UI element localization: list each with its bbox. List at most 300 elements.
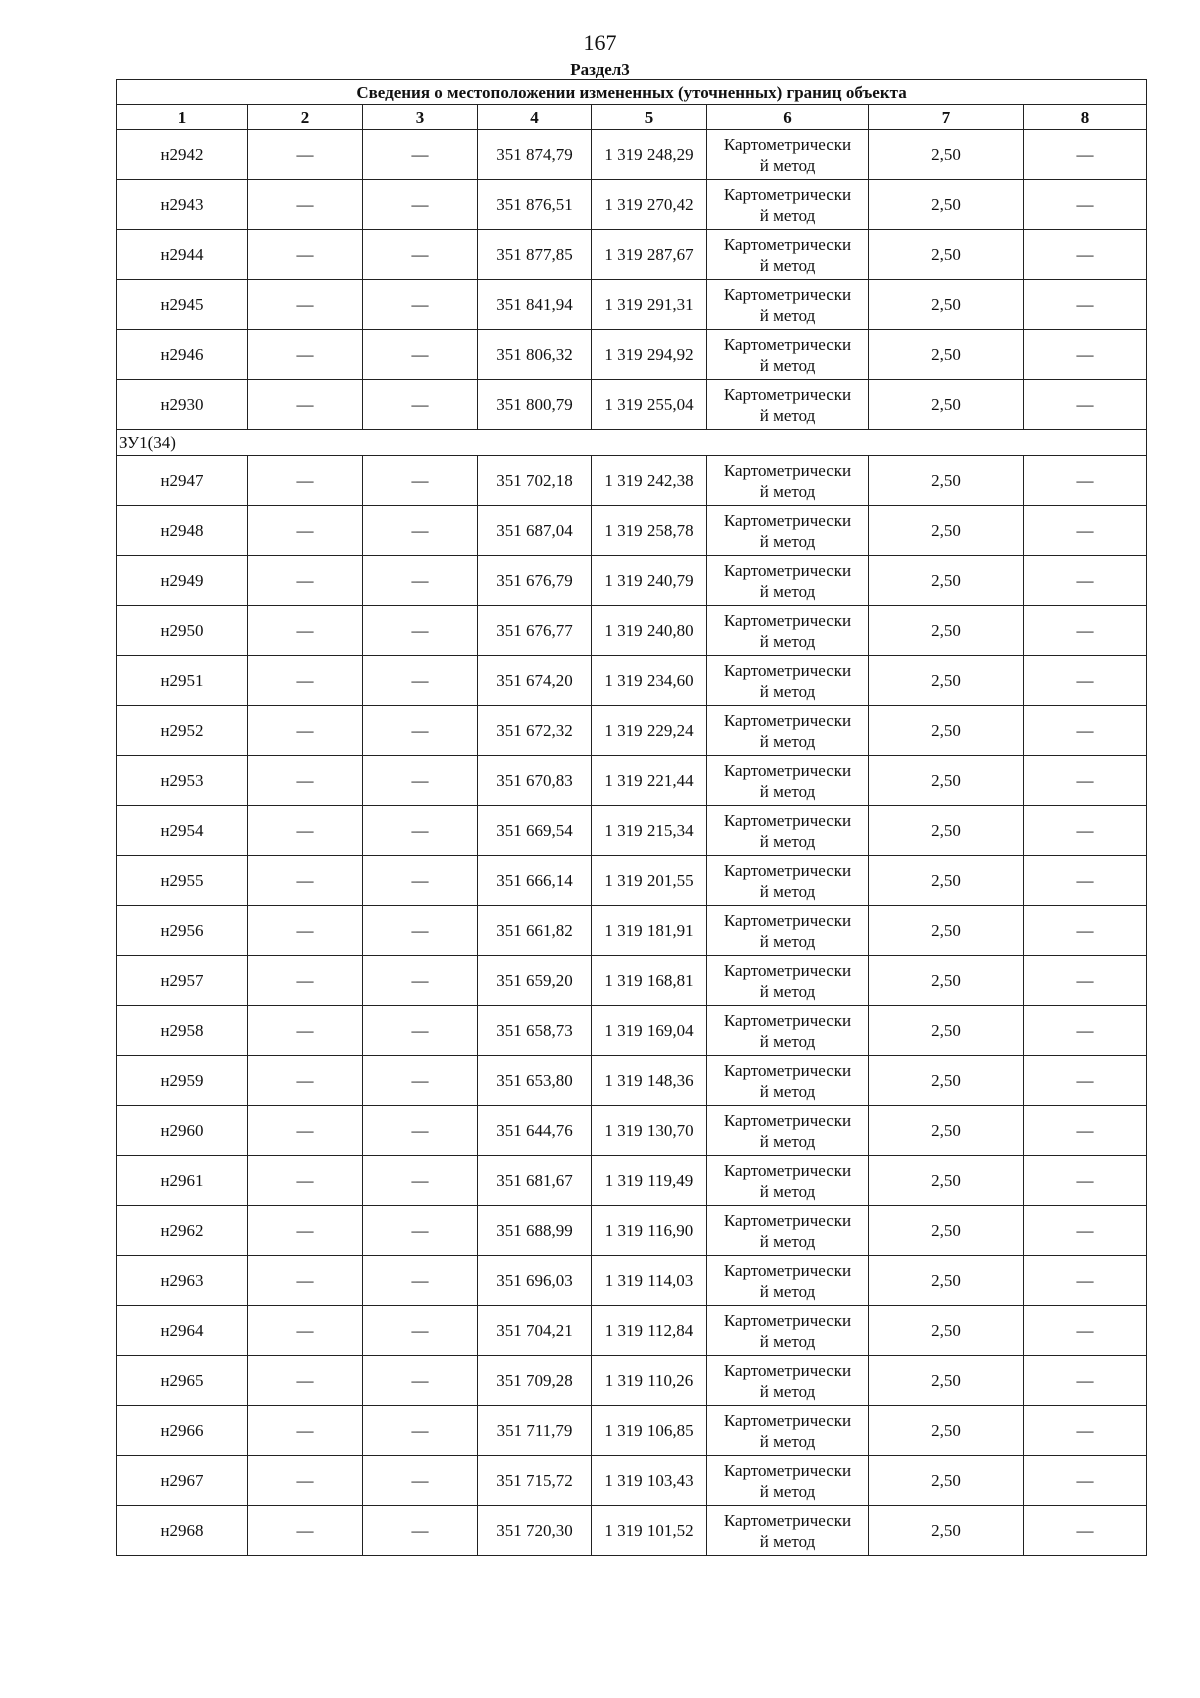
method-line-2: й метод	[759, 1531, 816, 1551]
dash-cell: —	[248, 130, 363, 180]
dash-cell: —	[248, 756, 363, 806]
column-number: 2	[248, 105, 363, 130]
point-id-cell: н2962	[117, 1206, 248, 1256]
point-id-cell: н2958	[117, 1006, 248, 1056]
dash-cell: —	[1024, 380, 1147, 430]
coord-x-cell: 351 709,28	[478, 1356, 592, 1406]
coord-y-cell: 1 319 106,85	[592, 1406, 707, 1456]
precision-cell: 2,50	[869, 280, 1024, 330]
method-line-2: й метод	[759, 1131, 816, 1151]
dash-cell: —	[248, 1506, 363, 1556]
dash-cell: —	[1024, 1506, 1147, 1556]
method-cell	[707, 180, 869, 230]
table-row	[117, 506, 1147, 556]
point-id-cell: н2956	[117, 906, 248, 956]
method-line-1: Картометрически	[723, 1310, 852, 1330]
method-cell	[707, 606, 869, 656]
coord-x-cell: 351 672,32	[478, 706, 592, 756]
precision-cell: 2,50	[869, 1356, 1024, 1406]
method-line-2: й метод	[759, 255, 816, 275]
dash-cell: —	[248, 1306, 363, 1356]
coord-y-cell: 1 319 229,24	[592, 706, 707, 756]
coord-y-cell: 1 319 270,42	[592, 180, 707, 230]
dash-cell: —	[1024, 1106, 1147, 1156]
method-cell	[707, 330, 869, 380]
table-row	[117, 380, 1147, 430]
precision-cell: 2,50	[869, 606, 1024, 656]
method-line-1: Картометрически	[723, 1160, 852, 1180]
dash-cell: —	[1024, 130, 1147, 180]
point-id-cell: н2960	[117, 1106, 248, 1156]
method-line-1: Картометрически	[723, 1060, 852, 1080]
dash-cell: —	[248, 330, 363, 380]
coord-x-cell: 351 676,77	[478, 606, 592, 656]
group-label: ЗУ1(34)	[117, 430, 1147, 456]
point-id-cell: н2950	[117, 606, 248, 656]
precision-cell: 2,50	[869, 656, 1024, 706]
coord-x-cell: 351 720,30	[478, 1506, 592, 1556]
dash-cell: —	[363, 1006, 478, 1056]
coord-x-cell: 351 704,21	[478, 1306, 592, 1356]
precision-cell: 2,50	[869, 380, 1024, 430]
section-title: Раздел3	[570, 60, 630, 79]
coord-x-cell: 351 674,20	[478, 656, 592, 706]
coord-y-cell: 1 319 240,80	[592, 606, 707, 656]
coord-y-cell: 1 319 130,70	[592, 1106, 707, 1156]
dash-cell: —	[1024, 1256, 1147, 1306]
dash-cell: —	[1024, 1006, 1147, 1056]
method-line-2: й метод	[759, 405, 816, 425]
table-row	[117, 1456, 1147, 1506]
method-line-1: Картометрически	[723, 234, 852, 254]
coord-y-cell: 1 319 169,04	[592, 1006, 707, 1056]
table-row	[117, 1006, 1147, 1056]
method-line-1: Картометрически	[723, 284, 852, 304]
dash-cell: —	[248, 1006, 363, 1056]
dash-cell: —	[363, 1356, 478, 1406]
method-line-2: й метод	[759, 1181, 816, 1201]
dash-cell: —	[1024, 1356, 1147, 1406]
table-row	[117, 1256, 1147, 1306]
dash-cell: —	[1024, 556, 1147, 606]
method-cell	[707, 1406, 869, 1456]
coord-x-cell: 351 653,80	[478, 1056, 592, 1106]
dash-cell: —	[248, 906, 363, 956]
precision-cell: 2,50	[869, 1106, 1024, 1156]
method-cell	[707, 1506, 869, 1556]
dash-cell: —	[248, 180, 363, 230]
method-line-2: й метод	[759, 305, 816, 325]
table-row	[117, 606, 1147, 656]
method-cell	[707, 1356, 869, 1406]
method-line-1: Картометрически	[723, 1110, 852, 1130]
coord-x-cell: 351 676,79	[478, 556, 592, 606]
point-id-cell: н2955	[117, 856, 248, 906]
coordinates-table	[116, 79, 1147, 1556]
method-line-1: Картометрически	[723, 134, 852, 154]
coord-y-cell: 1 319 101,52	[592, 1506, 707, 1556]
point-id-cell: н2966	[117, 1406, 248, 1456]
method-cell	[707, 380, 869, 430]
point-id-cell: н2949	[117, 556, 248, 606]
method-line-2: й метод	[759, 731, 816, 751]
method-line-1: Картометрически	[723, 1510, 852, 1530]
dash-cell: —	[248, 556, 363, 606]
dash-cell: —	[363, 180, 478, 230]
table-row	[117, 280, 1147, 330]
method-line-1: Картометрически	[723, 710, 852, 730]
coord-y-cell: 1 319 240,79	[592, 556, 707, 606]
column-number: 1	[117, 105, 248, 130]
dash-cell: —	[363, 956, 478, 1006]
dash-cell: —	[248, 380, 363, 430]
page-number: 167	[583, 30, 617, 55]
dash-cell: —	[1024, 1406, 1147, 1456]
method-cell	[707, 656, 869, 706]
precision-cell: 2,50	[869, 1056, 1024, 1106]
dash-cell: —	[363, 1056, 478, 1106]
coord-x-cell: 351 696,03	[478, 1256, 592, 1306]
method-cell	[707, 130, 869, 180]
method-line-2: й метод	[759, 1431, 816, 1451]
method-cell	[707, 230, 869, 280]
dash-cell: —	[1024, 280, 1147, 330]
precision-cell: 2,50	[869, 1406, 1024, 1456]
dash-cell: —	[363, 1206, 478, 1256]
coord-x-cell: 351 670,83	[478, 756, 592, 806]
dash-cell: —	[1024, 656, 1147, 706]
column-number: 6	[707, 105, 869, 130]
dash-cell: —	[363, 806, 478, 856]
method-cell	[707, 1056, 869, 1106]
dash-cell: —	[1024, 856, 1147, 906]
method-line-2: й метод	[759, 481, 816, 501]
coord-x-cell: 351 687,04	[478, 506, 592, 556]
method-cell	[707, 1306, 869, 1356]
dash-cell: —	[1024, 1206, 1147, 1256]
dash-cell: —	[363, 706, 478, 756]
method-line-1: Картометрически	[723, 810, 852, 830]
point-id-cell: н2945	[117, 280, 248, 330]
dash-cell: —	[363, 756, 478, 806]
dash-cell: —	[363, 556, 478, 606]
precision-cell: 2,50	[869, 1006, 1024, 1056]
dash-cell: —	[248, 280, 363, 330]
coord-x-cell: 351 659,20	[478, 956, 592, 1006]
table-row	[117, 456, 1147, 506]
point-id-cell: н2961	[117, 1156, 248, 1206]
method-cell	[707, 280, 869, 330]
table-row	[117, 1356, 1147, 1406]
precision-cell: 2,50	[869, 180, 1024, 230]
method-line-1: Картометрически	[723, 1010, 852, 1030]
coord-y-cell: 1 319 248,29	[592, 130, 707, 180]
dash-cell: —	[248, 1206, 363, 1256]
method-line-2: й метод	[759, 1031, 816, 1051]
table-row	[117, 656, 1147, 706]
coord-x-cell: 351 658,73	[478, 1006, 592, 1056]
method-line-2: й метод	[759, 1381, 816, 1401]
coord-y-cell: 1 319 234,60	[592, 656, 707, 706]
method-cell	[707, 856, 869, 906]
dash-cell: —	[363, 856, 478, 906]
precision-cell: 2,50	[869, 756, 1024, 806]
table-row	[117, 1506, 1147, 1556]
coord-x-cell: 351 644,76	[478, 1106, 592, 1156]
dash-cell: —	[363, 1106, 478, 1156]
dash-cell: —	[248, 856, 363, 906]
column-number: 8	[1024, 105, 1147, 130]
coord-y-cell: 1 319 201,55	[592, 856, 707, 906]
coord-y-cell: 1 319 112,84	[592, 1306, 707, 1356]
coord-x-cell: 351 702,18	[478, 456, 592, 506]
method-cell	[707, 806, 869, 856]
method-line-2: й метод	[759, 1331, 816, 1351]
method-line-1: Картометрически	[723, 1210, 852, 1230]
method-line-2: й метод	[759, 355, 816, 375]
method-line-2: й метод	[759, 1231, 816, 1251]
method-cell	[707, 456, 869, 506]
dash-cell: —	[1024, 330, 1147, 380]
method-line-1: Картометрически	[723, 560, 852, 580]
coord-y-cell: 1 319 287,67	[592, 230, 707, 280]
precision-cell: 2,50	[869, 556, 1024, 606]
table-row	[117, 1306, 1147, 1356]
dash-cell: —	[363, 1456, 478, 1506]
method-cell	[707, 956, 869, 1006]
coord-y-cell: 1 319 258,78	[592, 506, 707, 556]
method-cell	[707, 756, 869, 806]
coord-x-cell: 351 681,67	[478, 1156, 592, 1206]
method-line-1: Картометрически	[723, 860, 852, 880]
method-cell	[707, 506, 869, 556]
point-id-cell: н2968	[117, 1506, 248, 1556]
coord-y-cell: 1 319 221,44	[592, 756, 707, 806]
coord-y-cell: 1 319 255,04	[592, 380, 707, 430]
dash-cell: —	[363, 230, 478, 280]
method-cell	[707, 1156, 869, 1206]
method-line-1: Картометрически	[723, 460, 852, 480]
coord-y-cell: 1 319 294,92	[592, 330, 707, 380]
precision-cell: 2,50	[869, 1256, 1024, 1306]
method-cell	[707, 1206, 869, 1256]
dash-cell: —	[1024, 1456, 1147, 1506]
coord-x-cell: 351 876,51	[478, 180, 592, 230]
method-line-2: й метод	[759, 1081, 816, 1101]
method-line-2: й метод	[759, 781, 816, 801]
method-line-1: Картометрически	[723, 660, 852, 680]
method-line-1: Картометрически	[723, 384, 852, 404]
dash-cell: —	[363, 606, 478, 656]
method-line-1: Картометрически	[723, 1260, 852, 1280]
coord-x-cell: 351 841,94	[478, 280, 592, 330]
dash-cell: —	[1024, 706, 1147, 756]
dash-cell: —	[1024, 1156, 1147, 1206]
coord-x-cell: 351 669,54	[478, 806, 592, 856]
table-row	[117, 956, 1147, 1006]
coord-x-cell: 351 711,79	[478, 1406, 592, 1456]
coord-y-cell: 1 319 242,38	[592, 456, 707, 506]
point-id-cell: н2947	[117, 456, 248, 506]
precision-cell: 2,50	[869, 856, 1024, 906]
dash-cell: —	[1024, 180, 1147, 230]
dash-cell: —	[248, 956, 363, 1006]
coord-y-cell: 1 319 110,26	[592, 1356, 707, 1406]
method-line-2: й метод	[759, 581, 816, 601]
table-row	[117, 756, 1147, 806]
method-line-1: Картометрически	[723, 1410, 852, 1430]
precision-cell: 2,50	[869, 1506, 1024, 1556]
table-caption: Сведения о местоположении измененных (уточненных) границ объекта	[117, 80, 1147, 105]
point-id-cell: н2953	[117, 756, 248, 806]
coord-x-cell: 351 666,14	[478, 856, 592, 906]
coord-x-cell: 351 800,79	[478, 380, 592, 430]
method-line-1: Картометрически	[723, 510, 852, 530]
table-row	[117, 130, 1147, 180]
precision-cell: 2,50	[869, 1156, 1024, 1206]
coord-y-cell: 1 319 215,34	[592, 806, 707, 856]
method-line-2: й метод	[759, 1481, 816, 1501]
dash-cell: —	[1024, 956, 1147, 1006]
table-row	[117, 556, 1147, 606]
dash-cell: —	[248, 806, 363, 856]
coord-y-cell: 1 319 181,91	[592, 906, 707, 956]
point-id-cell: н2967	[117, 1456, 248, 1506]
dash-cell: —	[363, 380, 478, 430]
dash-cell: —	[248, 1056, 363, 1106]
coord-x-cell: 351 874,79	[478, 130, 592, 180]
point-id-cell: н2954	[117, 806, 248, 856]
method-cell	[707, 556, 869, 606]
method-line-2: й метод	[759, 631, 816, 651]
table-row	[117, 1206, 1147, 1256]
precision-cell: 2,50	[869, 230, 1024, 280]
table-row	[117, 706, 1147, 756]
precision-cell: 2,50	[869, 506, 1024, 556]
method-line-1: Картометрически	[723, 760, 852, 780]
method-line-2: й метод	[759, 831, 816, 851]
precision-cell: 2,50	[869, 456, 1024, 506]
dash-cell: —	[248, 1156, 363, 1206]
point-id-cell: н2957	[117, 956, 248, 1006]
coord-y-cell: 1 319 116,90	[592, 1206, 707, 1256]
point-id-cell: н2943	[117, 180, 248, 230]
coord-y-cell: 1 319 119,49	[592, 1156, 707, 1206]
dash-cell: —	[248, 456, 363, 506]
dash-cell: —	[363, 1156, 478, 1206]
coord-x-cell: 351 806,32	[478, 330, 592, 380]
dash-cell: —	[248, 1456, 363, 1506]
method-cell	[707, 1006, 869, 1056]
dash-cell: —	[248, 506, 363, 556]
dash-cell: —	[248, 1256, 363, 1306]
point-id-cell: н2951	[117, 656, 248, 706]
method-line-1: Картометрически	[723, 184, 852, 204]
method-line-1: Картометрически	[723, 910, 852, 930]
precision-cell: 2,50	[869, 1456, 1024, 1506]
point-id-cell: н2946	[117, 330, 248, 380]
method-cell	[707, 906, 869, 956]
column-number-row	[117, 105, 1147, 130]
dash-cell: —	[1024, 1306, 1147, 1356]
method-line-2: й метод	[759, 155, 816, 175]
table-row	[117, 330, 1147, 380]
method-line-2: й метод	[759, 531, 816, 551]
coord-x-cell: 351 715,72	[478, 1456, 592, 1506]
method-line-2: й метод	[759, 981, 816, 1001]
dash-cell: —	[248, 656, 363, 706]
coord-y-cell: 1 319 114,03	[592, 1256, 707, 1306]
precision-cell: 2,50	[869, 330, 1024, 380]
dash-cell: —	[248, 1406, 363, 1456]
method-line-2: й метод	[759, 881, 816, 901]
dash-cell: —	[248, 230, 363, 280]
column-number: 3	[363, 105, 478, 130]
method-line-1: Картометрически	[723, 1360, 852, 1380]
method-line-2: й метод	[759, 1281, 816, 1301]
point-id-cell: н2952	[117, 706, 248, 756]
dash-cell: —	[248, 706, 363, 756]
dash-cell: —	[1024, 806, 1147, 856]
dash-cell: —	[248, 606, 363, 656]
table-row	[117, 230, 1147, 280]
dash-cell: —	[248, 1356, 363, 1406]
dash-cell: —	[363, 130, 478, 180]
coord-y-cell: 1 319 148,36	[592, 1056, 707, 1106]
table-row	[117, 906, 1147, 956]
point-id-cell: н2948	[117, 506, 248, 556]
table-row	[117, 1156, 1147, 1206]
precision-cell: 2,50	[869, 1206, 1024, 1256]
point-id-cell: н2963	[117, 1256, 248, 1306]
method-cell	[707, 1456, 869, 1506]
dash-cell: —	[1024, 606, 1147, 656]
dash-cell: —	[1024, 906, 1147, 956]
dash-cell: —	[363, 330, 478, 380]
dash-cell: —	[363, 456, 478, 506]
point-id-cell: н2964	[117, 1306, 248, 1356]
precision-cell: 2,50	[869, 806, 1024, 856]
dash-cell: —	[363, 1306, 478, 1356]
dash-cell: —	[248, 1106, 363, 1156]
dash-cell: —	[1024, 506, 1147, 556]
coord-x-cell: 351 688,99	[478, 1206, 592, 1256]
table-row	[117, 180, 1147, 230]
method-line-1: Картометрически	[723, 960, 852, 980]
dash-cell: —	[363, 506, 478, 556]
coord-y-cell: 1 319 168,81	[592, 956, 707, 1006]
method-line-1: Картометрически	[723, 610, 852, 630]
group-row	[117, 430, 1147, 456]
dash-cell: —	[363, 1256, 478, 1306]
method-cell	[707, 1106, 869, 1156]
point-id-cell: н2944	[117, 230, 248, 280]
coord-y-cell: 1 319 103,43	[592, 1456, 707, 1506]
method-cell	[707, 1256, 869, 1306]
method-line-1: Картометрически	[723, 334, 852, 354]
method-line-2: й метод	[759, 931, 816, 951]
table-row	[117, 1406, 1147, 1456]
point-id-cell: н2965	[117, 1356, 248, 1406]
method-line-2: й метод	[759, 681, 816, 701]
column-number: 4	[478, 105, 592, 130]
dash-cell: —	[1024, 230, 1147, 280]
precision-cell: 2,50	[869, 706, 1024, 756]
dash-cell: —	[363, 280, 478, 330]
dash-cell: —	[363, 1506, 478, 1556]
dash-cell: —	[363, 1406, 478, 1456]
point-id-cell: н2930	[117, 380, 248, 430]
